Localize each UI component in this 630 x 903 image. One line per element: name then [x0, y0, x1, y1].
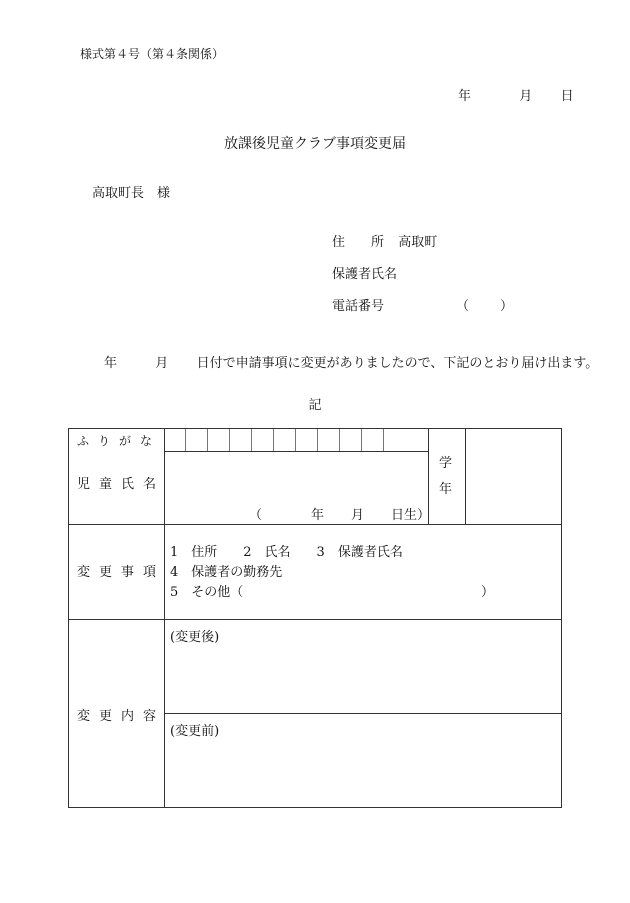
change-items-line3-close: ）	[481, 585, 495, 600]
change-content-label: 変更内容	[77, 709, 166, 724]
phone-label: 電話番号	[332, 299, 385, 314]
change-items-line2: 4 保護者の勤務先	[170, 565, 283, 580]
change-items-label: 変更事項	[77, 565, 166, 580]
notice-text	[104, 357, 598, 370]
guardian-name-label: 保護者氏名	[332, 267, 398, 282]
applicant-address	[332, 236, 437, 249]
phone-paren-open: （	[456, 299, 470, 314]
birth-year: 年	[311, 508, 325, 523]
grade-label-1: 学	[439, 456, 453, 471]
after-label: (変更後)	[170, 630, 220, 645]
grade-label-2: 年	[439, 482, 453, 497]
address-label: 住 所	[332, 235, 385, 250]
date-month: 月	[519, 89, 533, 104]
table-divider	[69, 619, 562, 620]
recipient: 高取町長 様	[92, 186, 171, 201]
date-year: 年	[458, 89, 472, 104]
table-divider	[465, 429, 466, 524]
child-name-label: 児童氏名	[77, 477, 166, 492]
document-title: 放課後児童クラブ事項変更届	[224, 136, 406, 152]
form-number: 様式第４号（第４条関係）	[80, 47, 225, 61]
change-form-table	[68, 428, 562, 808]
address-value: 高取町	[398, 235, 438, 250]
ki-heading: 記	[308, 398, 322, 413]
date-day: 日	[560, 89, 574, 104]
notice-month: 月	[155, 356, 169, 371]
table-divider	[164, 713, 562, 714]
notice-body: 日付で申請事項に変更がありましたので、下記のとおり届け出ます。	[196, 356, 599, 371]
before-label: (変更前)	[170, 724, 220, 739]
birth-day: 日生）	[391, 508, 431, 523]
furigana-boxes[interactable]	[164, 429, 404, 451]
change-items-line1: 1 住所 2 氏名 3 保護者氏名	[170, 545, 403, 560]
date-line	[458, 90, 574, 103]
phone-paren-close: ）	[500, 299, 514, 314]
birth-paren-open: （	[249, 508, 263, 523]
change-items-line3: 5 その他（	[170, 585, 244, 600]
table-divider	[164, 451, 428, 452]
birth-month: 月	[351, 508, 365, 523]
notice-year: 年	[104, 356, 118, 371]
furigana-label: ふりがな	[77, 434, 162, 448]
table-divider	[69, 524, 562, 525]
